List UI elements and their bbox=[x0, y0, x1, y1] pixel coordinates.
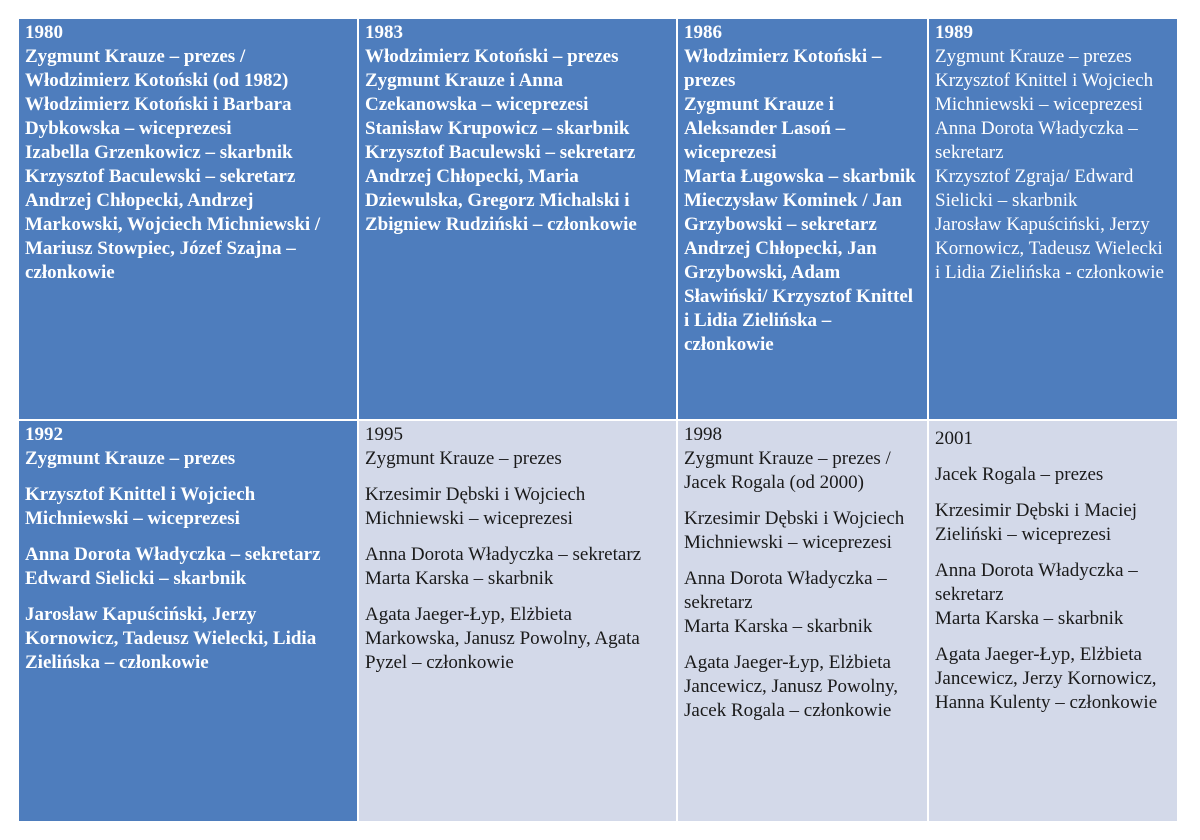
vice-presidents-line: Włodzimierz Kotoński i Barbara Dybkowska – wiceprezesi bbox=[25, 94, 292, 139]
treasurer-line: Stanisław Krupowicz – skarbnik bbox=[365, 118, 630, 139]
vice-presidents-line: Krzysztof Knittel i Wojciech Michniewski – wiceprezesi bbox=[935, 70, 1154, 115]
term-cell-1980 bbox=[18, 18, 358, 420]
secretary-line: Mieczysław Kominek / Jan Grzybowski – sekretarz bbox=[684, 190, 902, 235]
term-year: 2001 bbox=[935, 428, 973, 449]
term-cell-1983 bbox=[358, 18, 677, 420]
members-line: Jarosław Kapuściński, Jerzy Kornowicz, Tadeusz Wielecki i Lidia Zielińska - członkowie bbox=[935, 214, 1164, 283]
members-line: Andrzej Chłopecki, Maria Dziewulska, Gregorz Michalski i Zbigniew Rudziński – członkowie bbox=[365, 166, 637, 235]
secretary-line: Anna Dorota Władyczka – sekretarz bbox=[935, 560, 1138, 605]
treasurer-line: Izabella Grzenkowicz – skarbnik bbox=[25, 142, 293, 163]
secretary-line: Anna Dorota Władyczka – sekretarz bbox=[25, 544, 321, 565]
term-cell-1992 bbox=[18, 420, 358, 822]
vice-presidents-line: Zygmunt Krauze i Anna Czekanowska – wiceprezesi bbox=[365, 70, 589, 115]
term-year: 1995 bbox=[365, 424, 403, 445]
members-line: Agata Jaeger-Łyp, Elżbieta Markowska, Janusz Powolny, Agata Pyzel – członkowie bbox=[365, 604, 640, 673]
treasurer-line: Krzysztof Zgraja/ Edward Sielicki – skarbnik bbox=[935, 166, 1134, 211]
president-line: Jacek Rogala – prezes bbox=[935, 464, 1104, 485]
secretary-line: Anna Dorota Władyczka – sekretarz bbox=[935, 118, 1138, 163]
treasurer-line: Marta Karska – skarbnik bbox=[365, 568, 554, 589]
vice-presidents-line: Krzysztof Knittel i Wojciech Michniewski – wiceprezesi bbox=[25, 484, 256, 529]
term-cell-1998 bbox=[677, 420, 928, 822]
term-year: 1992 bbox=[25, 424, 63, 445]
secretary-line: Anna Dorota Władyczka – sekretarz bbox=[684, 568, 887, 613]
term-year: 1989 bbox=[935, 22, 973, 43]
secretary-line: Anna Dorota Władyczka – sekretarz bbox=[365, 544, 642, 565]
president-line: Włodzimierz Kotoński – prezes bbox=[365, 46, 619, 67]
secretary-line: Krzysztof Baculewski – sekretarz bbox=[25, 166, 296, 187]
vice-presidents-line: Krzesimir Dębski i Wojciech Michniewski – wiceprezesi bbox=[684, 508, 905, 553]
board-terms-table bbox=[18, 18, 1178, 822]
members-line: Andrzej Chłopecki, Jan Grzybowski, Adam Sławiński/ Krzysztof Knittel i Lidia Zielińska – członkowie bbox=[684, 238, 914, 355]
members-line: Andrzej Chłopecki, Andrzej Markowski, Wojciech Michniewski / Mariusz Stowpiec, Józef Szajna – członkowie bbox=[25, 190, 321, 283]
term-cell-1995 bbox=[358, 420, 677, 822]
vice-presidents-line: Krzesimir Dębski i Maciej Zieliński – wiceprezesi bbox=[935, 500, 1138, 545]
term-cell-1986 bbox=[677, 18, 928, 420]
term-year: 1980 bbox=[25, 22, 63, 43]
term-year: 1998 bbox=[684, 424, 722, 445]
treasurer-line: Edward Sielicki – skarbnik bbox=[25, 568, 247, 589]
president-line: Zygmunt Krauze – prezes bbox=[25, 448, 236, 469]
term-year: 1986 bbox=[684, 22, 722, 43]
president-line: Włodzimierz Kotoński – prezes bbox=[684, 46, 882, 91]
term-cell-1989 bbox=[928, 18, 1178, 420]
president-line: Zygmunt Krauze – prezes / Włodzimierz Kotoński (od 1982) bbox=[25, 46, 289, 91]
members-line: Jarosław Kapuściński, Jerzy Kornowicz, Tadeusz Wielecki, Lidia Zielińska – członkowie bbox=[25, 604, 317, 673]
president-line: Zygmunt Krauze – prezes bbox=[365, 448, 562, 469]
president-line: Zygmunt Krauze – prezes bbox=[935, 46, 1132, 67]
vice-presidents-line: Zygmunt Krauze i Aleksander Lasoń – wiceprezesi bbox=[684, 94, 846, 163]
president-line: Zygmunt Krauze – prezes / Jacek Rogala (od 2000) bbox=[684, 448, 891, 493]
vice-presidents-line: Krzesimir Dębski i Wojciech Michniewski – wiceprezesi bbox=[365, 484, 586, 529]
members-line: Agata Jaeger-Łyp, Elżbieta Jancewicz, Jerzy Kornowicz, Hanna Kulenty – członkowie bbox=[935, 644, 1158, 713]
members-line: Agata Jaeger-Łyp, Elżbieta Jancewicz, Janusz Powolny, Jacek Rogala – członkowie bbox=[684, 652, 899, 721]
treasurer-line: Marta Karska – skarbnik bbox=[935, 608, 1124, 629]
treasurer-line: Marta Karska – skarbnik bbox=[684, 616, 873, 637]
secretary-line: Krzysztof Baculewski – sekretarz bbox=[365, 142, 636, 163]
term-cell-2001 bbox=[928, 420, 1178, 822]
term-year: 1983 bbox=[365, 22, 403, 43]
treasurer-line: Marta Ługowska – skarbnik bbox=[684, 166, 916, 187]
